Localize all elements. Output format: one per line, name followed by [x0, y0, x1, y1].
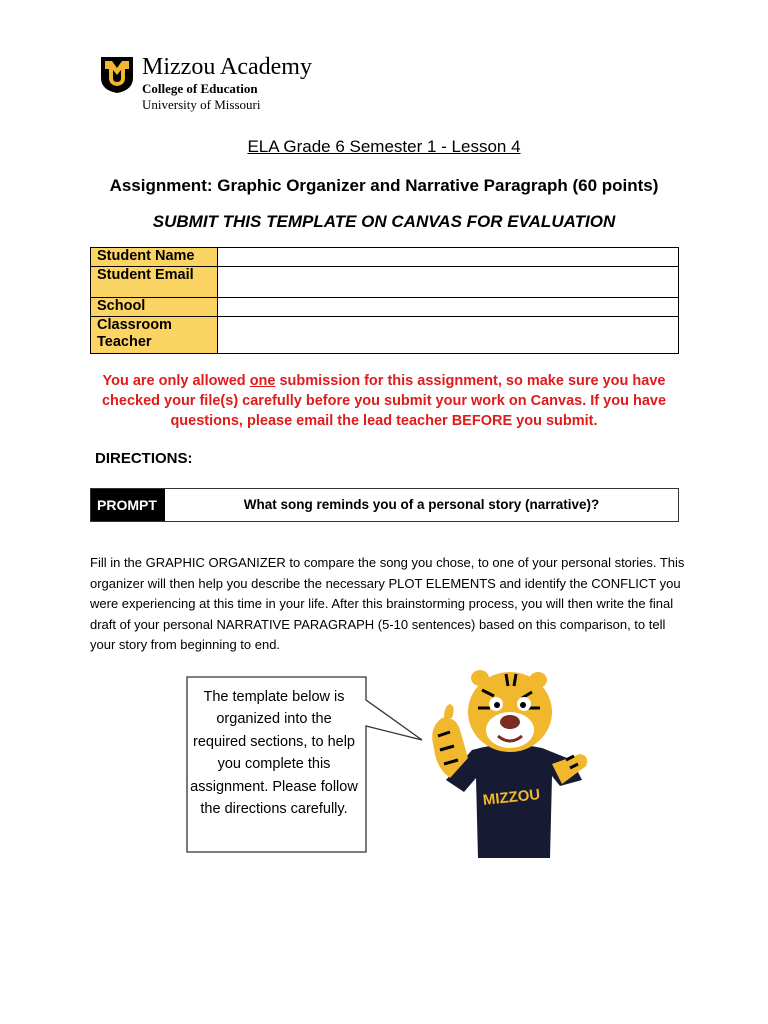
mizzou-mu-logo-icon	[100, 56, 134, 94]
warning-text-2: submission for this assignment, so make sure you have checked your file(s) carefully before you submit your work on Canvas. If you have questions, please email the lead teacher BEFORE you submit.	[101, 373, 667, 429]
prompt-label: PROMPT	[91, 489, 165, 521]
instructions-paragraph: Fill in the GRAPHIC ORGANIZER to compare the song you chose, to one of your personal stories. This organizer will then help you describe the necessary PLOT ELEMENTS and identify the CONFLICT you were experiencing at this time in your life. After this brainstorming process, you will then write the final draft of your personal NARRATIVE PARAGRAPH (5-10 sentences) based on this comparison, to tell your story from beginning to end.	[90, 555, 685, 652]
student-name-field[interactable]	[218, 248, 679, 267]
submission-warning	[80, 371, 688, 431]
student-info-table	[90, 247, 679, 354]
prompt-question: What song reminds you of a personal story (narrative)?	[243, 497, 600, 512]
classroom-teacher-label: Classroom Teacher	[91, 317, 218, 354]
assignment-title: Assignment: Graphic Organizer and Narrative Paragraph (60 points)	[109, 176, 659, 195]
submit-note: SUBMIT THIS TEMPLATE ON CANVAS FOR EVALUATION	[152, 212, 616, 231]
student-email-field[interactable]	[218, 267, 679, 298]
warning-text-1: You are only allowed	[102, 373, 250, 389]
lesson-title: ELA Grade 6 Semester 1 - Lesson 4	[247, 137, 521, 156]
student-name-label: Student Name	[91, 248, 218, 267]
university-name: University of Missouri	[142, 97, 261, 112]
speech-bubble-text: The template below is organized into the required sections, to help you complete this assignment. Please follow the directions carefully.	[190, 689, 358, 818]
college-name: College of Education	[142, 81, 258, 96]
school-label: School	[91, 298, 218, 317]
org-name: Mizzou Academy	[142, 54, 312, 80]
prompt-box	[90, 488, 679, 522]
mascot-shirt-text: MIZZOU	[482, 786, 542, 809]
classroom-teacher-field[interactable]	[218, 317, 679, 354]
tiger-mascot-icon	[420, 668, 590, 860]
table-row	[91, 248, 679, 267]
warning-emphasis: one	[249, 373, 276, 389]
table-row	[91, 298, 679, 317]
directions-heading: DIRECTIONS:	[95, 450, 193, 467]
table-row	[91, 267, 679, 298]
student-email-label: Student Email	[91, 267, 218, 298]
table-row	[91, 317, 679, 354]
school-field[interactable]	[218, 298, 679, 317]
